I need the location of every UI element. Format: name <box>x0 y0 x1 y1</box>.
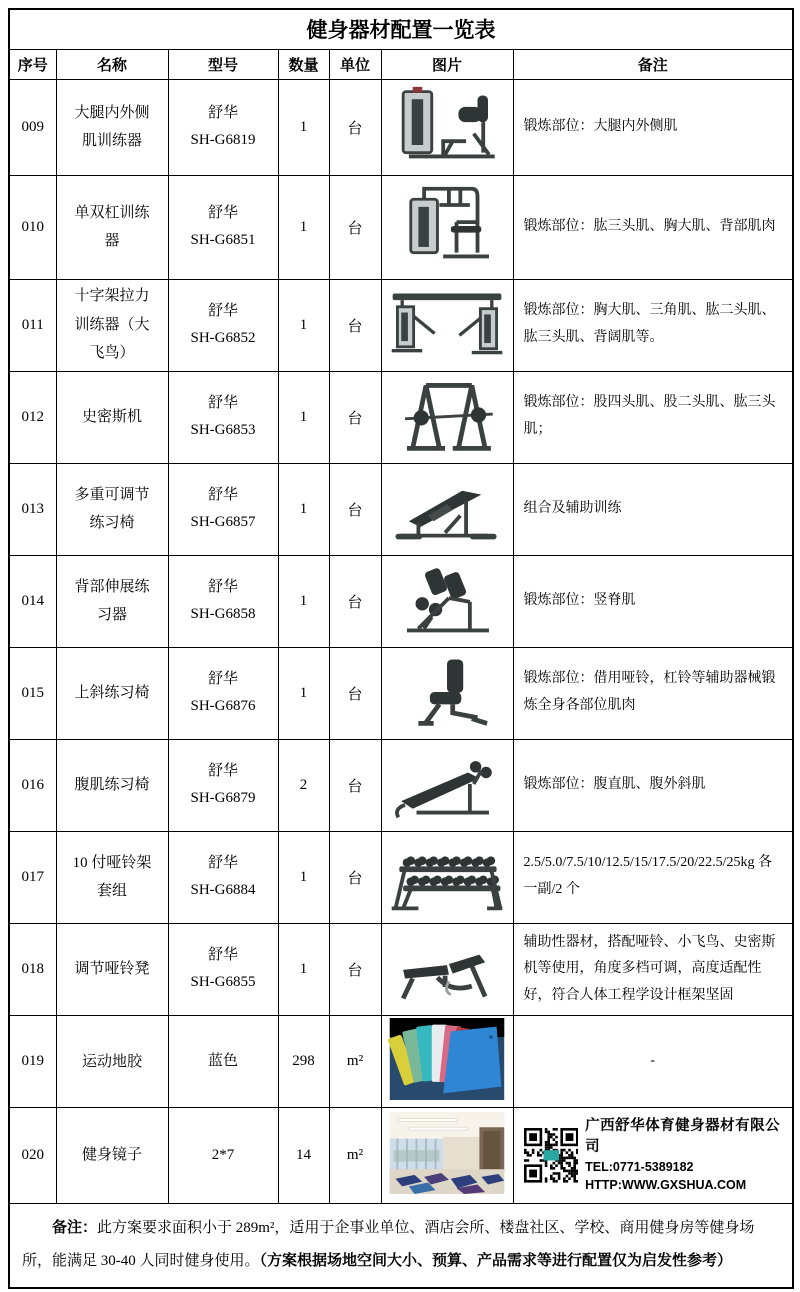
cell-remark <box>513 1108 793 1203</box>
adjustable-bench <box>387 466 507 548</box>
footer-label: 备注： <box>52 1219 98 1236</box>
model-code: SH-G6819 <box>190 132 256 148</box>
cell-model <box>168 923 278 1016</box>
table-row <box>9 923 793 1016</box>
back-extension-machine <box>387 558 507 640</box>
cell-quantity: 1 <box>278 175 329 279</box>
cell-equipment-name: 健身镜子 <box>56 1108 168 1203</box>
footer-bold-note: （方案根据场地空间大小、预算、产品需求等进行配置仅为启发性参考） <box>259 1253 733 1270</box>
footer-note <box>9 1203 793 1288</box>
company-info-block <box>524 1114 783 1196</box>
cell-quantity: 298 <box>278 1016 329 1108</box>
cell-image <box>381 79 513 175</box>
cell-unit: 台 <box>329 923 381 1016</box>
model-brand: 2*7 <box>211 1146 235 1163</box>
cell-equipment-name: 十字架拉力训练器（大飞鸟） <box>56 279 168 371</box>
table-row <box>9 463 793 555</box>
model-brand: 舒华 <box>207 579 238 595</box>
cell-image <box>381 175 513 279</box>
cell-image <box>381 739 513 831</box>
model-brand: 舒华 <box>207 395 238 411</box>
cell-unit: 台 <box>329 175 381 279</box>
column-header-2: 型号 <box>168 49 278 79</box>
adjustable-dumbbell-bench <box>387 926 507 1008</box>
cell-unit: 台 <box>329 463 381 555</box>
cell-image <box>381 923 513 1016</box>
smith-machine <box>387 374 507 456</box>
cell-serial-number: 009 <box>9 79 56 175</box>
qrcode-icon <box>524 1128 579 1183</box>
cell-quantity: 2 <box>278 739 329 831</box>
cell-remark: 组合及辅助训练 <box>513 463 793 555</box>
cell-remark: 锻炼部位：股四头肌、股二头肌、肱三头肌； <box>513 371 793 463</box>
equipment-table <box>8 8 794 1289</box>
sport-flooring-samples <box>387 1018 507 1100</box>
cell-remark: 辅助性器材，搭配哑铃、小飞鸟、史密斯机等使用，角度多档可调，高度适配性好，符合人体工程学设计框架坚固 <box>513 923 793 1016</box>
cell-quantity: 1 <box>278 647 329 739</box>
cell-image <box>381 555 513 647</box>
cell-quantity: 1 <box>278 371 329 463</box>
chin-dip-assist-machine <box>387 184 507 266</box>
cell-quantity: 1 <box>278 923 329 1016</box>
cell-model <box>168 1108 278 1203</box>
cell-unit: 台 <box>329 647 381 739</box>
cell-serial-number: 020 <box>9 1108 56 1203</box>
cell-model <box>168 647 278 739</box>
table-row <box>9 79 793 175</box>
model-code: SH-G6853 <box>190 422 256 438</box>
page-title: 健身器材配置一览表 <box>9 9 793 49</box>
table-row <box>9 739 793 831</box>
cell-model <box>168 371 278 463</box>
cell-remark: - <box>513 1016 793 1108</box>
cell-remark: 锻炼部位：腹直肌、腹外斜肌 <box>513 739 793 831</box>
table-row <box>9 647 793 739</box>
dumbbell-rack-set <box>387 834 507 916</box>
cell-quantity: 1 <box>278 831 329 923</box>
cell-serial-number: 019 <box>9 1016 56 1108</box>
column-header-4: 单位 <box>329 49 381 79</box>
cell-quantity: 1 <box>278 463 329 555</box>
cell-remark: 锻炼部位：竖脊肌 <box>513 555 793 647</box>
model-brand: 舒华 <box>207 205 238 221</box>
cell-quantity: 14 <box>278 1108 329 1203</box>
column-header-1: 名称 <box>56 49 168 79</box>
cell-model <box>168 279 278 371</box>
cell-serial-number: 018 <box>9 923 56 1016</box>
cell-unit: m² <box>329 1016 381 1108</box>
footer-text: 此方案要求面积小于 289m²，适用于企事业单位、酒店会所、楼盘社区、学校、商用健身房等健身场所，能满足 30-40 人同时健身使用。 <box>22 1219 755 1270</box>
cell-model <box>168 463 278 555</box>
model-code: SH-G6876 <box>190 698 256 714</box>
table-row <box>9 279 793 371</box>
cell-unit: 台 <box>329 831 381 923</box>
model-brand: 舒华 <box>207 105 238 121</box>
model-code: SH-G6858 <box>190 606 256 622</box>
column-header-5: 图片 <box>381 49 513 79</box>
cell-unit: 台 <box>329 739 381 831</box>
cell-serial-number: 016 <box>9 739 56 831</box>
inner-outer-thigh-machine <box>387 84 507 166</box>
cell-remark: 锻炼部位：胸大肌、三角肌、肱二头肌、肱三头肌、背阔肌等。 <box>513 279 793 371</box>
model-code: SH-G6884 <box>190 882 256 898</box>
title-row <box>9 9 793 49</box>
model-code: SH-G6852 <box>190 330 256 346</box>
cell-image <box>381 463 513 555</box>
cell-serial-number: 012 <box>9 371 56 463</box>
cell-image <box>381 371 513 463</box>
cell-serial-number: 011 <box>9 279 56 371</box>
cell-remark: 2.5/5.0/7.5/10/12.5/15/17.5/20/22.5/25kg 各一副/2 个 <box>513 831 793 923</box>
cell-serial-number: 013 <box>9 463 56 555</box>
table-row <box>9 175 793 279</box>
cell-model <box>168 1016 278 1108</box>
model-code: SH-G6857 <box>190 514 256 530</box>
cell-unit: m² <box>329 1108 381 1203</box>
cell-model <box>168 79 278 175</box>
cable-crossover-machine <box>387 282 507 364</box>
cell-quantity: 1 <box>278 279 329 371</box>
cell-remark: 锻炼部位：肱三头肌、胸大肌、背部肌肉 <box>513 175 793 279</box>
cell-serial-number: 014 <box>9 555 56 647</box>
model-code: SH-G6851 <box>190 232 256 248</box>
cell-equipment-name: 背部伸展练习器 <box>56 555 168 647</box>
equipment-table-body <box>9 79 793 1203</box>
cell-equipment-name: 大腿内外侧肌训练器 <box>56 79 168 175</box>
cell-image <box>381 279 513 371</box>
model-brand: 蓝色 <box>207 1053 238 1070</box>
gym-mirror-room-photo <box>387 1112 507 1194</box>
column-header-3: 数量 <box>278 49 329 79</box>
model-code: SH-G6879 <box>190 790 256 806</box>
table-row <box>9 1016 793 1108</box>
model-brand: 舒华 <box>207 487 238 503</box>
cell-equipment-name: 腹肌练习椅 <box>56 739 168 831</box>
footer-row <box>9 1203 793 1288</box>
cell-serial-number: 010 <box>9 175 56 279</box>
ab-crunch-bench <box>387 742 507 824</box>
model-brand: 舒华 <box>207 947 238 964</box>
table-row <box>9 831 793 923</box>
column-header-0: 序号 <box>9 49 56 79</box>
column-header-6: 备注 <box>513 49 793 79</box>
incline-utility-seat <box>387 650 507 732</box>
cell-serial-number: 015 <box>9 647 56 739</box>
cell-image <box>381 1108 513 1203</box>
model-brand: 舒华 <box>207 671 238 687</box>
cell-unit: 台 <box>329 79 381 175</box>
cell-equipment-name: 单双杠训练器 <box>56 175 168 279</box>
cell-remark: 锻炼部位：大腿内外侧肌 <box>513 79 793 175</box>
company-website: HTTP:WWW.GXSHUA.COM <box>585 1178 747 1193</box>
model-brand: 舒华 <box>207 855 238 871</box>
cell-unit: 台 <box>329 279 381 371</box>
table-row <box>9 1108 793 1203</box>
table-row <box>9 555 793 647</box>
cell-equipment-name: 史密斯机 <box>56 371 168 463</box>
cell-model <box>168 555 278 647</box>
cell-quantity: 1 <box>278 79 329 175</box>
cell-unit: 台 <box>329 371 381 463</box>
cell-equipment-name: 多重可调节练习椅 <box>56 463 168 555</box>
cell-remark: 锻炼部位：借用哑铃，杠铃等辅助器械锻炼全身各部位肌肉 <box>513 647 793 739</box>
cell-serial-number: 017 <box>9 831 56 923</box>
company-name: 广西舒华体育健身器材有限公司 <box>585 1118 781 1156</box>
model-brand: 舒华 <box>207 763 238 779</box>
column-header-row <box>9 49 793 79</box>
model-code: SH-G6855 <box>190 974 256 991</box>
cell-equipment-name: 调节哑铃凳 <box>56 923 168 1016</box>
cell-quantity: 1 <box>278 555 329 647</box>
table-row <box>9 371 793 463</box>
cell-image <box>381 647 513 739</box>
model-brand: 舒华 <box>207 303 238 319</box>
cell-equipment-name: 运动地胶 <box>56 1016 168 1108</box>
cell-model <box>168 739 278 831</box>
cell-image <box>381 831 513 923</box>
cell-unit: 台 <box>329 555 381 647</box>
company-tel: TEL:0771-5389182 <box>585 1160 694 1175</box>
cell-model <box>168 831 278 923</box>
cell-image <box>381 1016 513 1108</box>
cell-model <box>168 175 278 279</box>
cell-equipment-name: 10 付哑铃架套组 <box>56 831 168 923</box>
cell-equipment-name: 上斜练习椅 <box>56 647 168 739</box>
